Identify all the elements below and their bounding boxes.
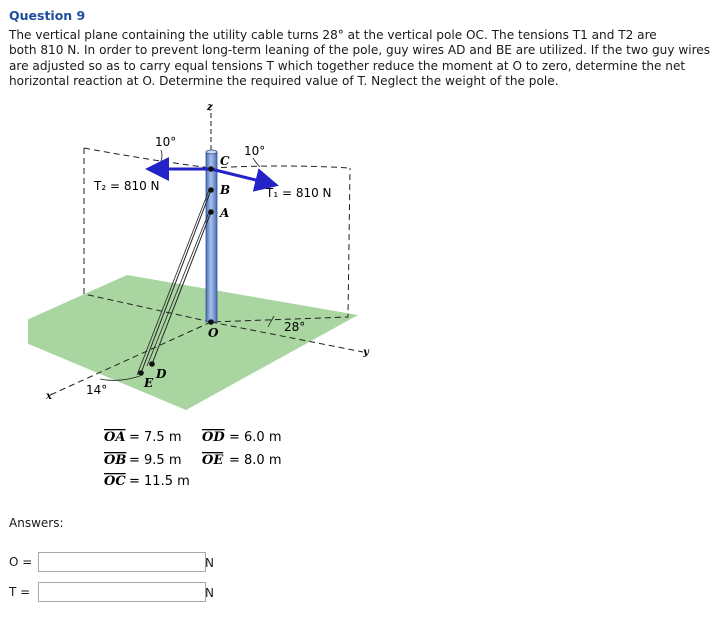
dim-ob-value: = 9.5 m xyxy=(129,453,182,468)
answer-t-label: T = xyxy=(9,585,31,599)
dim-oa-value: = 7.5 m xyxy=(129,430,182,445)
question-body xyxy=(9,28,721,90)
answer-t-unit: N xyxy=(205,586,214,600)
dim-ob-name: OB xyxy=(104,453,127,468)
answers-label: Answers: xyxy=(9,516,64,530)
label-point-e: E xyxy=(144,376,154,390)
angle-10-left-arc xyxy=(161,150,162,161)
label-angle-top-right: 10° xyxy=(244,144,266,158)
question-line-1: The vertical plane containing the utility cable turns 28° at the vertical pole OC. The tensions T1 and T2 are xyxy=(9,28,657,42)
label-point-a: A xyxy=(220,206,230,220)
dim-oc-value: = 11.5 m xyxy=(129,474,190,489)
label-point-d: D xyxy=(156,367,167,381)
answer-t-input[interactable] xyxy=(38,582,206,602)
cable-left xyxy=(84,148,211,168)
dim-oe-value: = 8.0 m xyxy=(229,453,282,468)
label-angle-left: 14° xyxy=(86,383,108,397)
question-line-4: horizontal reaction at O. Determine the required value of T. Neglect the weight of the pole. xyxy=(9,74,559,89)
answer-o-label: O = xyxy=(9,555,33,569)
question-line-3: are adjusted so as to carry equal tensions T which together reduce the moment at O to zero, determine the net xyxy=(9,58,686,73)
point-b-dot xyxy=(208,187,214,193)
question-title: Question 9 xyxy=(9,8,86,23)
point-o-dot xyxy=(208,319,214,325)
pole xyxy=(206,152,217,322)
point-e-dot xyxy=(138,370,144,376)
label-angle-ground: 28° xyxy=(284,320,306,334)
dim-oa-name: OA xyxy=(104,430,126,445)
answer-o-input[interactable] xyxy=(38,552,206,572)
answer-o-unit: N xyxy=(205,556,214,570)
dim-oc-name: OC xyxy=(104,474,126,489)
ground-plane xyxy=(28,275,358,410)
point-a-dot xyxy=(208,209,214,215)
pole-figure xyxy=(28,100,388,500)
label-axis-z: z xyxy=(207,102,213,113)
label-point-o: O xyxy=(208,326,219,340)
dim-od-name: OD xyxy=(202,430,225,445)
point-c-dot xyxy=(208,166,214,172)
dim-od-value: = 6.0 m xyxy=(229,430,282,445)
label-point-b: B xyxy=(220,183,231,197)
answer-row-o xyxy=(9,552,239,572)
label-axis-y: y xyxy=(363,347,369,358)
question-line-2: both 810 N. In order to prevent long-term leaning of the pole, guy wires AD and BE are utilized. If the two guy wires xyxy=(9,43,711,58)
point-d-dot xyxy=(149,361,155,367)
label-axis-x: x xyxy=(46,391,52,402)
angle-10-right-arc xyxy=(253,158,260,167)
answer-row-t xyxy=(9,582,239,602)
cable-right xyxy=(211,166,350,168)
label-t2: T₂ = 810 N xyxy=(94,179,160,193)
dim-oe-name: OE xyxy=(202,453,224,468)
label-angle-top-left: 10° xyxy=(155,135,177,149)
pole-top xyxy=(206,150,217,154)
label-point-c: C xyxy=(220,154,230,168)
label-t1: T₁ = 810 N xyxy=(266,186,332,200)
